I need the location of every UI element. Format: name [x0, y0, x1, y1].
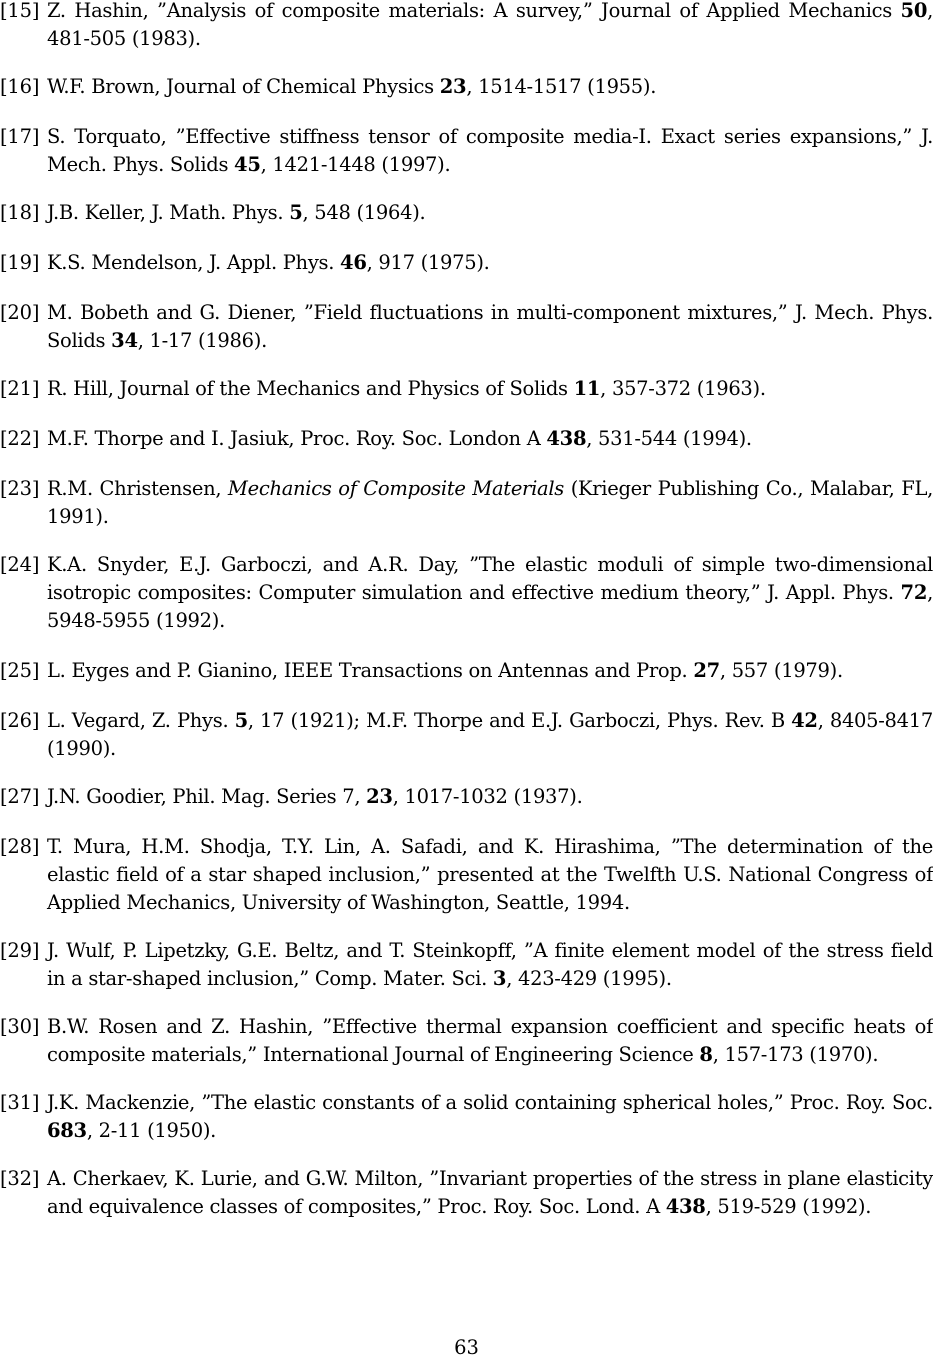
reference-text-segment: J.K. Mackenzie, ”The elastic constants of a solid containing spherical holes,” Proc. Roy. Soc.: [47, 1091, 933, 1114]
reference-text-segment: K.A. Snyder, E.J. Garboczi, and A.R. Day, ”The elastic moduli of simple two-dimensional isotropic composites: Computer simulation and effective medium theory,” J. Appl. Phys.: [47, 553, 933, 604]
reference-text: [47, 299, 933, 355]
reference-text: [47, 425, 933, 453]
volume-number: 42: [791, 709, 818, 732]
reference-text: [47, 123, 933, 179]
volume-number: 27: [693, 659, 720, 682]
volume-number: 683: [47, 1119, 87, 1142]
reference-text-segment: (Krieger Publishing Co., Malabar, FL, 1991).: [47, 477, 933, 528]
reference-text-segment: , 1421-1448 (1997).: [260, 153, 451, 176]
volume-number: 23: [366, 785, 393, 808]
volume-number: 5: [234, 709, 248, 732]
reference-label: [26]: [0, 709, 40, 732]
reference-text-segment: , 2-11 (1950).: [86, 1119, 217, 1142]
reference-text-segment: , 1514-1517 (1955).: [466, 75, 657, 98]
reference-text: [47, 937, 933, 993]
reference-label: [32]: [0, 1167, 40, 1190]
reference-label: [31]: [0, 1091, 40, 1114]
volume-number: 34: [111, 329, 138, 352]
reference-label: [19]: [0, 251, 40, 274]
reference-text-segment: L. Eyges and P. Gianino, IEEE Transactions on Antennas and Prop.: [47, 659, 694, 682]
reference-text-segment: L. Vegard, Z. Phys.: [47, 709, 235, 732]
reference-label: [15]: [0, 0, 40, 22]
reference-text-segment: , 8405-8417 (1990).: [47, 709, 933, 760]
volume-number: 11: [573, 377, 601, 400]
reference-text: [47, 199, 933, 227]
reference-text-segment: Z. Hashin, ”Analysis of composite materials: A survey,” Journal of Applied Mechanics: [47, 0, 901, 22]
reference-text-segment: , 157-173 (1970).: [712, 1043, 879, 1066]
volume-number: 438: [546, 427, 587, 450]
reference-text-segment: T. Mura, H.M. Shodja, T.Y. Lin, A. Safadi, and K. Hirashima, ”The determination of the elastic field of a star shaped inclusion,” presented at the Twelfth U.S. National Congress of Applied Mechanics, University of Washington, Seattle, 1994.: [47, 835, 933, 914]
reference-text-segment: , 557 (1979).: [719, 659, 843, 682]
reference-text-segment: J.B. Keller, J. Math. Phys.: [47, 201, 290, 224]
volume-number: 72: [900, 581, 928, 604]
reference-label: [16]: [0, 75, 40, 98]
reference-text: [47, 707, 933, 763]
volume-number: 438: [665, 1195, 706, 1218]
reference-text-segment: K.S. Mendelson, J. Appl. Phys.: [47, 251, 341, 274]
volume-number: 50: [900, 0, 928, 22]
reference-label: [28]: [0, 835, 40, 858]
reference-text-segment: W.F. Brown, Journal of Chemical Physics: [47, 75, 440, 98]
reference-text-segment: , 917 (1975).: [366, 251, 490, 274]
reference-text-segment: , 1017-1032 (1937).: [392, 785, 583, 808]
reference-text-segment: , 548 (1964).: [302, 201, 426, 224]
reference-label: [30]: [0, 1015, 40, 1038]
volume-number: 3: [492, 967, 507, 990]
reference-label: [22]: [0, 427, 40, 450]
reference-text-segment: B.W. Rosen and Z. Hashin, ”Effective thermal expansion coefficient and specific heats of composite materials,” International Journal of Engineering Science: [47, 1015, 933, 1066]
reference-text: [47, 783, 933, 811]
reference-label: [18]: [0, 201, 40, 224]
volume-number: 8: [699, 1043, 713, 1066]
reference-text-segment: , 17 (1921); M.F. Thorpe and E.J. Garboczi, Phys. Rev. B: [247, 709, 792, 732]
reference-text-segment: , 531-544 (1994).: [586, 427, 752, 450]
reference-text: [47, 551, 933, 635]
volume-number: 45: [234, 153, 261, 176]
reference-text: [47, 375, 933, 403]
reference-text-segment: , 481-505 (1983).: [47, 0, 933, 50]
reference-text: [47, 833, 933, 917]
reference-label: [24]: [0, 553, 40, 576]
reference-text: [47, 475, 933, 531]
volume-number: 46: [340, 251, 367, 274]
reference-text: [47, 1165, 933, 1221]
reference-text: [47, 73, 933, 101]
volume-number: 5: [289, 201, 303, 224]
reference-text-segment: , 5948-5955 (1992).: [47, 581, 933, 632]
reference-text-segment: M.F. Thorpe and I. Jasiuk, Proc. Roy. Soc. London A: [47, 427, 547, 450]
reference-label: [17]: [0, 125, 40, 148]
reference-text-segment: J.N. Goodier, Phil. Mag. Series 7,: [47, 785, 367, 808]
reference-label: [20]: [0, 301, 40, 324]
reference-label: [29]: [0, 939, 40, 962]
reference-text-segment: , 1-17 (1986).: [137, 329, 267, 352]
page-number: 63: [454, 1336, 479, 1359]
reference-text: [47, 1013, 933, 1069]
volume-number: 23: [439, 75, 467, 98]
reference-text: [47, 0, 933, 53]
reference-label: [21]: [0, 377, 40, 400]
reference-text: [47, 249, 933, 277]
reference-label: [25]: [0, 659, 40, 682]
reference-text-segment: J. Wulf, P. Lipetzky, G.E. Beltz, and T. Steinkopff, ”A finite element model of the stress field in a star-shaped inclusion,” Comp. Mater. Sci.: [47, 939, 933, 990]
reference-text-segment: , 519-529 (1992).: [705, 1195, 872, 1218]
reference-label: [23]: [0, 477, 40, 500]
reference-text-segment: R.M. Christensen,: [47, 477, 228, 500]
reference-text: [47, 657, 933, 685]
reference-text-segment: M. Bobeth and G. Diener, ”Field fluctuations in multi-component mixtures,” J. Mech. Phys. Solids: [47, 301, 933, 352]
reference-text-segment: , 357-372 (1963).: [600, 377, 766, 400]
book-title: Mechanics of Composite Materials: [227, 477, 564, 500]
reference-text-segment: R. Hill, Journal of the Mechanics and Physics of Solids: [47, 377, 574, 400]
reference-text: [47, 1089, 933, 1145]
reference-text-segment: , 423-429 (1995).: [506, 967, 672, 990]
reference-text-segment: A. Cherkaev, K. Lurie, and G.W. Milton, ”Invariant properties of the stress in plane elasticity and equivalence classes of composites,” Proc. Roy. Soc. Lond. A: [47, 1167, 933, 1218]
reference-label: [27]: [0, 785, 40, 808]
reference-text-segment: S. Torquato, ”Effective stiffness tensor of composite media-I. Exact series expansions,” J. Mech. Phys. Solids: [47, 125, 933, 176]
